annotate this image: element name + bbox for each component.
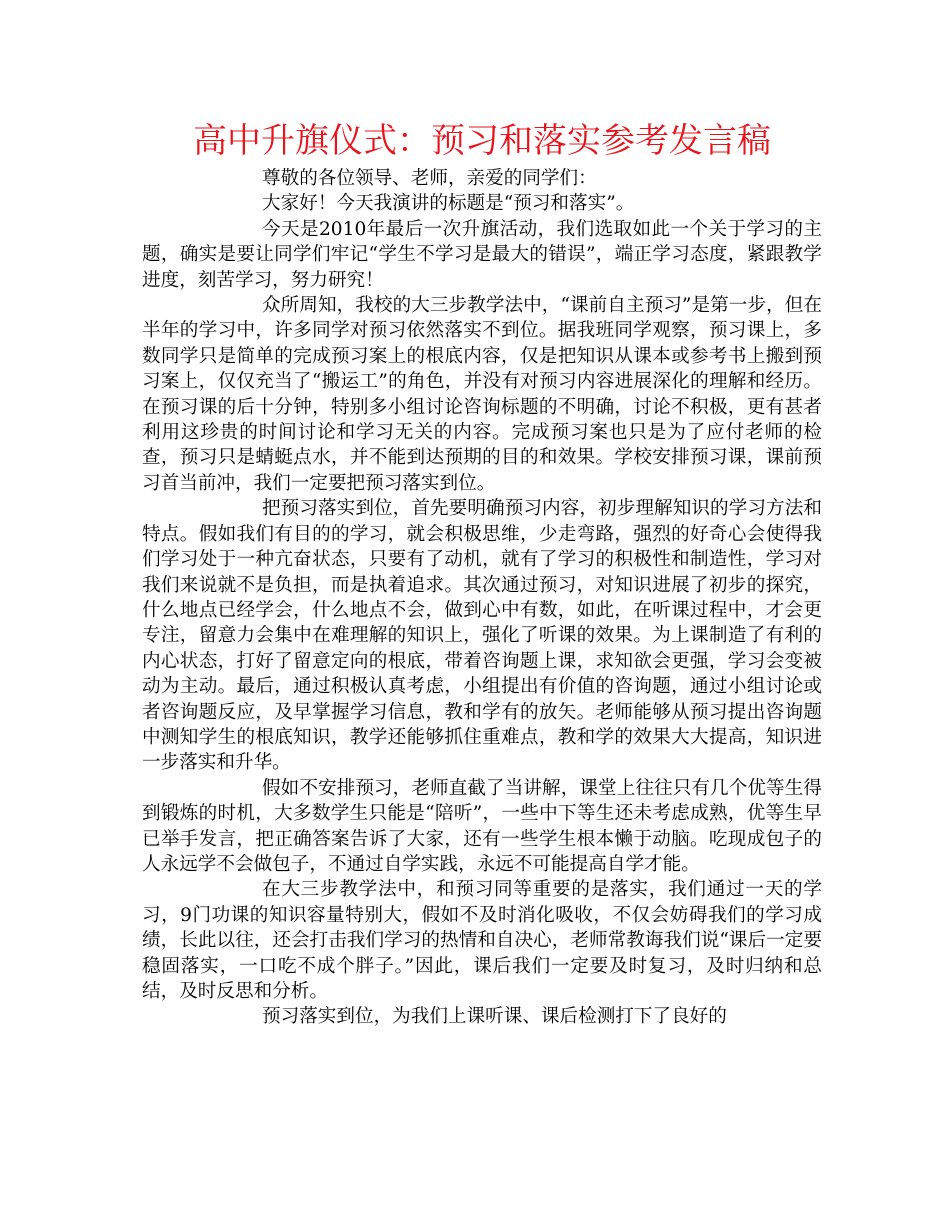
paragraph: 众所周知，我校的大三步教学法中，“课前自主预习”是第一步，但在半年的学习中，许多同学对预习依然落实不到位。据我班同学观察，预习课上，多数同学只是简单的完成预习案上的根底内容，仅是把知识从课本或参考书上搬到预习案上，仅仅充当了“搬运工”的角色，并没有对预习内容进展深化的理解和经历。在预习课的后十分钟，特别多小组讨论咨询标题的不明确，讨论不积极，更有甚者利用这珍贵的时间讨论和学习无关的内容。完成预习案也只是为了应付老师的检查，预习只是蜻蜓点水，并不能到达预期的目的和效果。学校安排预习课，课前预习首当前冲，我们一定要把预习落实到位。: [142, 295, 822, 494]
paragraph: 今天是2010年最后一次升旗活动，我们选取如此一个关于学习的主题，确实是要让同学们牢记“学生不学习是最大的错误”，端正学习态度，紧跟教学进度，刻苦学习，努力研究！: [142, 218, 822, 291]
greeting: 大家好！今天我演讲的标题是“预习和落实”。: [262, 193, 635, 215]
paragraph: 预习落实到位，为我们上课听课、课后检测打下了良好的: [262, 1006, 727, 1028]
document-page: [142, 118, 822, 1030]
document-body: [142, 166, 822, 1030]
document-title: 高中升旗仪式：预习和落实参考发言稿: [193, 121, 771, 161]
paragraph: 假如不安排预习，老师直截了当讲解，课堂上往往只有几个优等生得到锻炼的时机，大多数学生只能是“陪听”，一些中下等生还未考虑成熟，优等生早已举手发言，把正确答案告诉了大家，还有一些学生根本懒于动脑。吃现成包子的人永远学不会做包子，不通过自学实践，永远不可能提高自学才能。: [142, 777, 822, 875]
paragraph: 在大三步教学法中，和预习同等重要的是落实，我们通过一天的学习，9门功课的知识容量特别大，假如不及时消化吸收，不仅会妨碍我们的学习成绩，长此以往，还会打击我们学习的热情和自决心，老师常教诲我们说“课后一定要稳固落实，一口吃不成个胖子。”因此，课后我们一定要及时复习，及时归纳和总结，及时反思和分析。: [142, 879, 822, 1002]
salutation: 尊敬的各位领导、老师，亲爱的同学们：: [262, 168, 597, 189]
paragraph: 把预习落实到位，首先要明确预习内容，初步理解知识的学习方法和特点。假如我们有目的的学习，就会积极思维，少走弯路，强烈的好奇心会使得我们学习处于一种亢奋状态，只要有了动机，就有了学习的积极性和制造性，学习对我们来说就不是负担，而是执着追求。其次通过预习，对知识进展了初步的探究，什么地点已经学会，什么地点不会，做到心中有数，如此，在听课过程中，才会更专注，留意力会集中在难理解的知识上，强化了听课的效果。为上课制造了有利的内心状态，打好了留意定向的根底，带着咨询题上课，求知欲会更强，学习会变被动为主动。最后，通过积极认真考虑，小组提出有价值的咨询题，通过小组讨论或者咨询题反应，及早掌握学习信息，教和学有的放矢。老师能够从预习提出咨询题中测知学生的根底知识，教学还能够抓住重难点，教和学的效果大大提高，知识进一步落实和升华。: [142, 498, 822, 774]
